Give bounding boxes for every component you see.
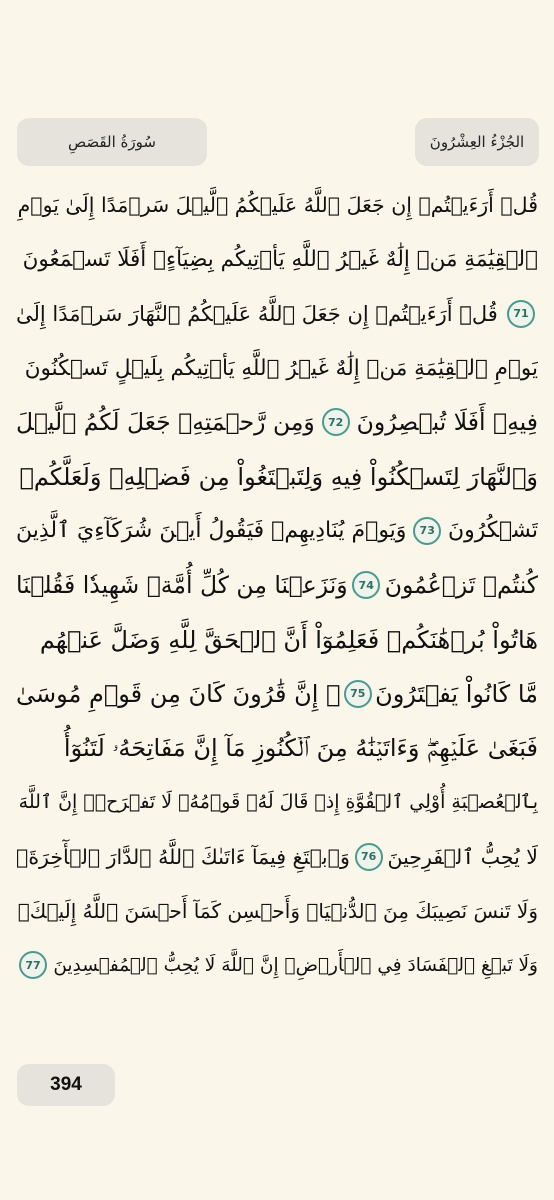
ayah-number-marker[interactable]: [507, 300, 535, 328]
verse-line: [16, 558, 538, 612]
verse-text: وَيَوۡمَ يُنَادِيهِمۡ فَيَقُولُ أَيۡنَ شُرَكَآءِيَ ٱلَّذِينَ: [16, 518, 407, 544]
verse-text: وَلَا تَنسَ نَصِيبَكَ مِنَ ٱلدُّنۡيَاۖ وَأَحۡسِن كَمَآ أَحۡسَنَ ٱللَّهُ إِلَيۡكَۖ: [17, 899, 538, 923]
quran-text-block: [16, 178, 538, 992]
verse-line: [16, 667, 538, 721]
ayah-number-marker[interactable]: [355, 843, 383, 871]
ayah-number: 72: [328, 415, 344, 429]
verse-text: ٱلۡقِيَٰمَةِ مَنۡ إِلَٰهٌ غَيۡرُ ٱللَّهِ يَأۡتِيكُم بِضِيَآءٍۚ أَفَلَا تَسۡمَعُونَ: [22, 246, 538, 272]
verse-line: [16, 178, 538, 232]
ayah-number: 76: [361, 850, 377, 864]
verse-text: فَبَغَىٰ عَلَيۡهِمۡۖ وَءَاتَيۡنَٰهُ مِنَ ٱلۡكُنُوزِ مَآ إِنَّ مَفَاتِحَهُۥ لَتَنُوٓأُ: [63, 734, 538, 763]
verse-text: يَوۡمِ ٱلۡقِيَٰمَةِ مَنۡ إِلَٰهٌ غَيۡرُ ٱللَّهِ يَأۡتِيكُم بِلَيۡلٍ تَسۡكُنُونَ: [24, 355, 538, 381]
verse-text: وَلَا تَبۡغِ ٱلۡفَسَادَ فِي ٱلۡأَرۡضِۖ إِنَّ ٱللَّهَ لَا يُحِبُّ ٱلۡمُفۡسِدِينَ: [53, 954, 538, 976]
verse-line: [16, 612, 538, 666]
verse-line: [16, 830, 538, 884]
verse-line: [16, 721, 538, 775]
ayah-number: 71: [513, 307, 529, 321]
ayah-number-marker[interactable]: [352, 571, 380, 599]
verse-text: هَاتُواْ بُرۡهَٰنَكُمۡ فَعَلِمُوٓاْ أَنَّ ٱلۡحَقَّ لِلَّهِ وَضَلَّ عَنۡهُم: [39, 625, 538, 654]
verse-text: تَشۡكُرُونَ: [447, 518, 538, 544]
verse-line: [16, 341, 538, 395]
ayah-number: 75: [350, 687, 366, 701]
verse-line: [16, 232, 538, 286]
verse-text: وَمِن رَّحۡمَتِهِۦ جَعَلَ لَكُمُ ٱلَّيۡلَ: [16, 408, 315, 437]
verse-line: [16, 287, 538, 341]
verse-line: [16, 884, 538, 938]
verse-text: قُلۡ أَرَءَيۡتُمۡ إِن جَعَلَ ٱللَّهُ عَلَيۡكُمُ ٱلنَّهَارَ سَرۡمَدًا إِلَىٰ: [16, 301, 498, 326]
verse-text: لَا يُحِبُّ ٱلۡفَرِحِينَ: [387, 844, 538, 869]
verse-text: وَنَزَعۡنَا مِن كُلِّ أُمَّةٖ شَهِيدٗا فَقُلۡنَا: [16, 571, 348, 600]
verse-text: ۞ إِنَّ قَٰرُونَ كَانَ مِن قَوۡمِ مُوسَىٰ: [16, 679, 341, 708]
verse-line: [16, 775, 538, 829]
surah-name-label: سُورَةُ القَصَصِ: [17, 118, 207, 166]
verse-line: [16, 504, 538, 558]
verse-line: [16, 938, 538, 992]
ayah-number: 73: [419, 524, 435, 538]
verse-line: [16, 449, 538, 503]
ayah-number-marker[interactable]: [413, 517, 441, 545]
verse-text: وَٱلنَّهَارَ لِتَسۡكُنُواْ فِيهِ وَلِتَبۡتَغُواْ مِن فَضۡلِهِۦ وَلَعَلَّكُمۡ: [19, 462, 538, 491]
ayah-number-marker[interactable]: [19, 951, 47, 979]
verse-text: وَٱبۡتَغِ فِيمَآ ءَاتَىٰكَ ٱللَّهُ ٱلدَّارَ ٱلۡأٓخِرَةَۖ: [16, 844, 350, 869]
verse-text: بِٱلۡعُصۡبَةِ أُوْلِي ٱلۡقُوَّةِ إِذۡ قَالَ لَهُۥ قَوۡمُهُۥ لَا تَفۡرَحۡۖ إِنَّ ٱللَّهَ: [18, 791, 538, 814]
verse-text: مَّا كَانُواْ يَفۡتَرُونَ: [375, 679, 538, 708]
ayah-number-marker[interactable]: [322, 408, 350, 436]
ayah-number: 74: [358, 578, 374, 592]
juz-name-label: الجُزْءُ العِشْرُونَ: [415, 118, 539, 166]
ayah-number-marker[interactable]: [344, 680, 372, 708]
verse-text: كُنتُمۡ تَزۡعُمُونَ: [384, 571, 538, 600]
page-number-badge: 394: [17, 1064, 115, 1106]
ayah-number: 77: [25, 958, 41, 972]
verse-text: قُلۡ أَرَءَيۡتُمۡ إِن جَعَلَ ٱللَّهُ عَلَيۡكُمُ ٱلَّيۡلَ سَرۡمَدًا إِلَىٰ يَوۡمِ: [17, 193, 538, 218]
verse-text: فِيهِۖ أَفَلَا تُبۡصِرُونَ: [356, 408, 538, 437]
verse-line: [16, 395, 538, 449]
